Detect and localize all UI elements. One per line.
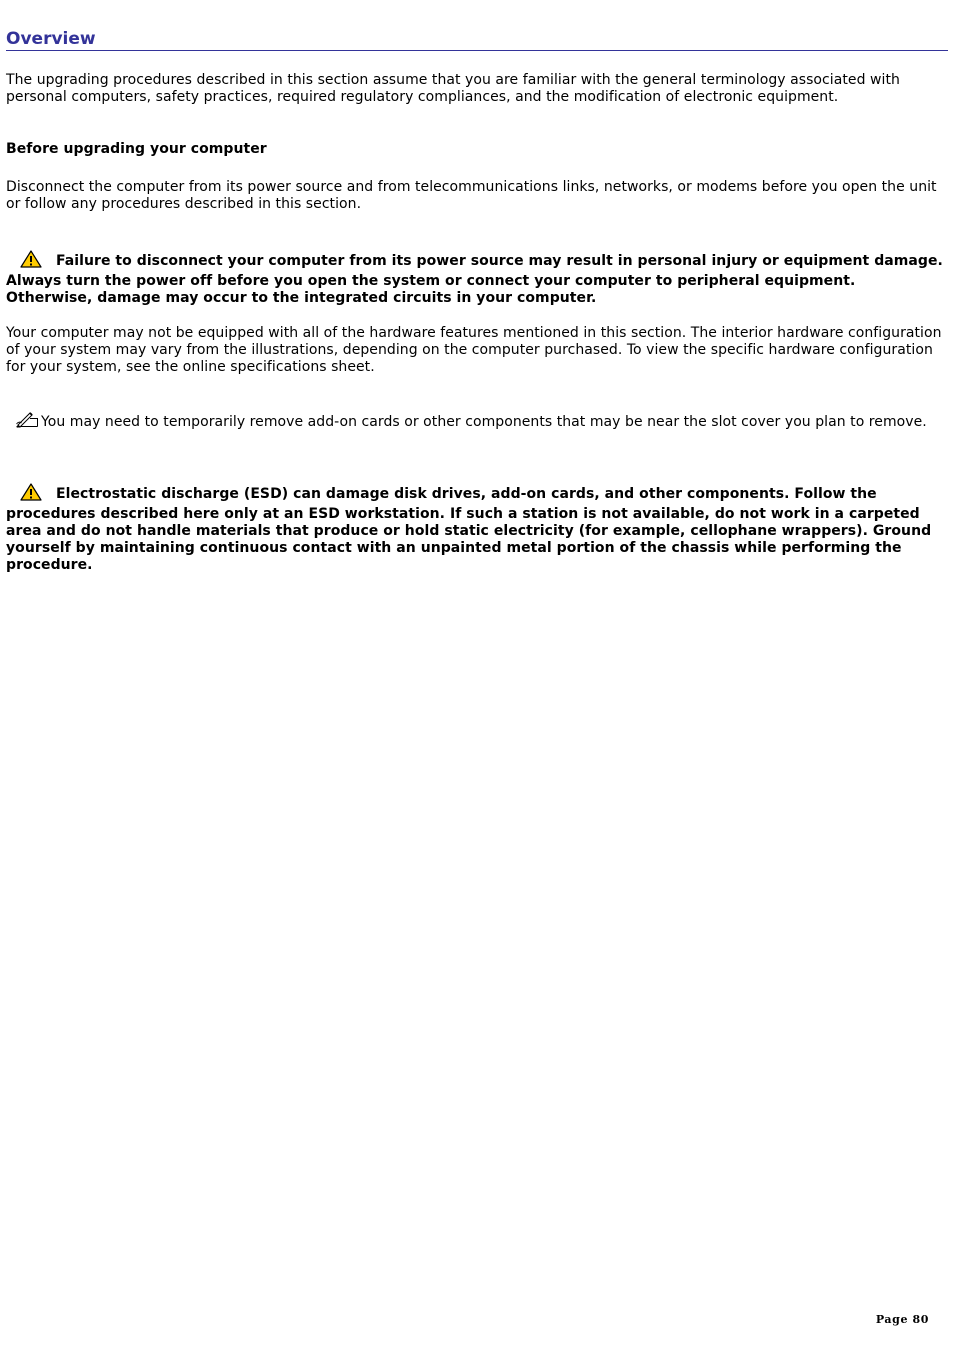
note-block: [6, 411, 946, 433]
page-number: Page 80: [875, 1313, 929, 1326]
disconnect-paragraph: Disconnect the computer from its power source and from telecommunications links, networks, or modems before you open the unit or follow any procedures described in this section.: [6, 179, 937, 212]
note-text: You may need to temporarily remove add-on cards or other components that may be near the slot cover you plan to remove.: [41, 414, 927, 430]
title-divider: [6, 50, 948, 51]
warning-icon: [20, 483, 42, 506]
warning-text: Electrostatic discharge (ESD) can damage disk drives, add-on cards, and other components. Follow the procedures described here only at an ESD workstation. If such a station is not available, do not work in a carpeted area and do not handle materials that produce or hold static electricity (for example, cellophane wrappers). Ground yourself by maintaining continuous contact with an unpainted metal portion of the chassis while performing the procedure.: [6, 486, 932, 573]
warning-block-power: [6, 250, 946, 307]
page-title: Overview: [6, 29, 96, 49]
section-subheading: Before upgrading your computer: [6, 141, 267, 157]
note-pen-icon: [15, 411, 39, 433]
intro-paragraph: The upgrading procedures described in this section assume that you are familiar with the general terminology associated with personal computers, safety practices, required regulatory compliances, and the modification of electronic equipment.: [6, 72, 900, 105]
hardware-paragraph: Your computer may not be equipped with all of the hardware features mentioned in this section. The interior hardware configuration of your system may vary from the illustrations, depending on the computer purchased. To view the specific hardware configuration for your system, see the online specifications sheet.: [6, 325, 942, 375]
warning-icon: [20, 250, 42, 273]
warning-text: Failure to disconnect your computer from its power source may result in personal injury or equipment damage. Always turn the power off before you open the system or connect your computer to peripheral equipment. Otherwise, damage may occur to the integrated circuits in your computer.: [6, 253, 943, 306]
warning-block-esd: [6, 483, 946, 574]
